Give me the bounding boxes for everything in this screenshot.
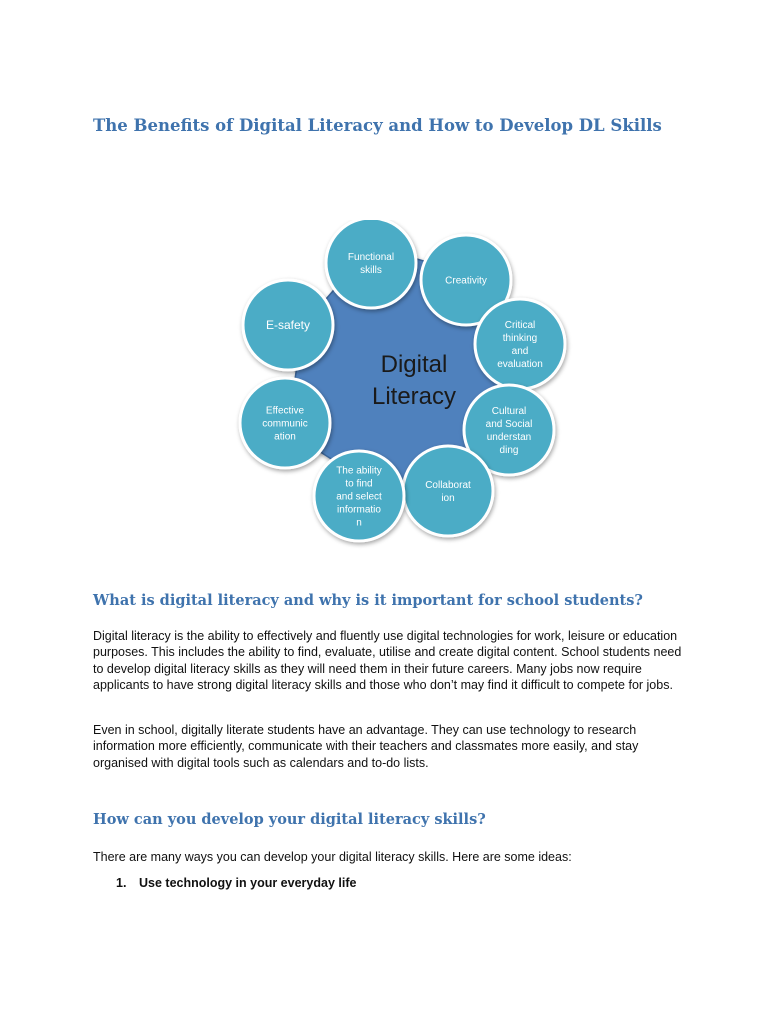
node-label: E-safety: [265, 318, 311, 333]
node-circle: [403, 446, 493, 536]
paragraph-school-advantage: Even in school, digitally literate students have an advantage. They can use technology to research information more efficiently, communicate with their teachers and classmates more easily, and stay organised with digital tools such as calendars and to-do lists.: [93, 723, 639, 770]
node-circle: [475, 299, 565, 389]
list-item: [116, 876, 356, 890]
node-label: Cultural and Social understan ding: [485, 406, 533, 456]
section-heading-how-to-develop: How can you develop your digital literacy skills?: [93, 811, 486, 828]
node-label: Creativity: [445, 275, 487, 287]
node-label: The ability to find and select informatio n: [336, 465, 382, 529]
paragraph-ideas-intro: There are many ways you can develop your digital literacy skills. Here are some ideas:: [93, 850, 572, 864]
document-title: The Benefits of Digital Literacy and How to Develop DL Skills: [93, 116, 662, 135]
node-label: Effective communic ation: [262, 405, 308, 443]
list-item-text: Use technology in your everyday life: [139, 876, 357, 890]
diagram-node: [243, 280, 333, 370]
digital-literacy-diagram: [230, 220, 590, 550]
center-label: Digital Literacy: [371, 351, 457, 410]
diagram-node: [240, 378, 330, 468]
node-label: Collaborat ion: [425, 480, 471, 504]
diagram-node: [475, 299, 565, 389]
list-item-number: 1.: [116, 876, 127, 890]
paragraph-definition: Digital literacy is the ability to effectively and fluently use digital technologies for work, leisure or education purposes. This includes the ability to find, evaluate, utilise and create digital content. School students need to develop digital literacy skills as they will need them in their future careers. Many jobs now require applicants to have strong digital literacy skills and those who don’t may find it difficult to compete for jobs.: [93, 629, 682, 692]
diagram-node: [314, 451, 404, 541]
diagram-node: [326, 220, 416, 308]
node-label: Functional skills: [347, 252, 395, 276]
node-label: Critical thinking and evaluation: [497, 320, 543, 370]
diagram-node: [403, 446, 493, 536]
section-heading-what-is-digital-literacy: What is digital literacy and why is it important for school students?: [93, 592, 643, 609]
node-circle: [326, 220, 416, 308]
